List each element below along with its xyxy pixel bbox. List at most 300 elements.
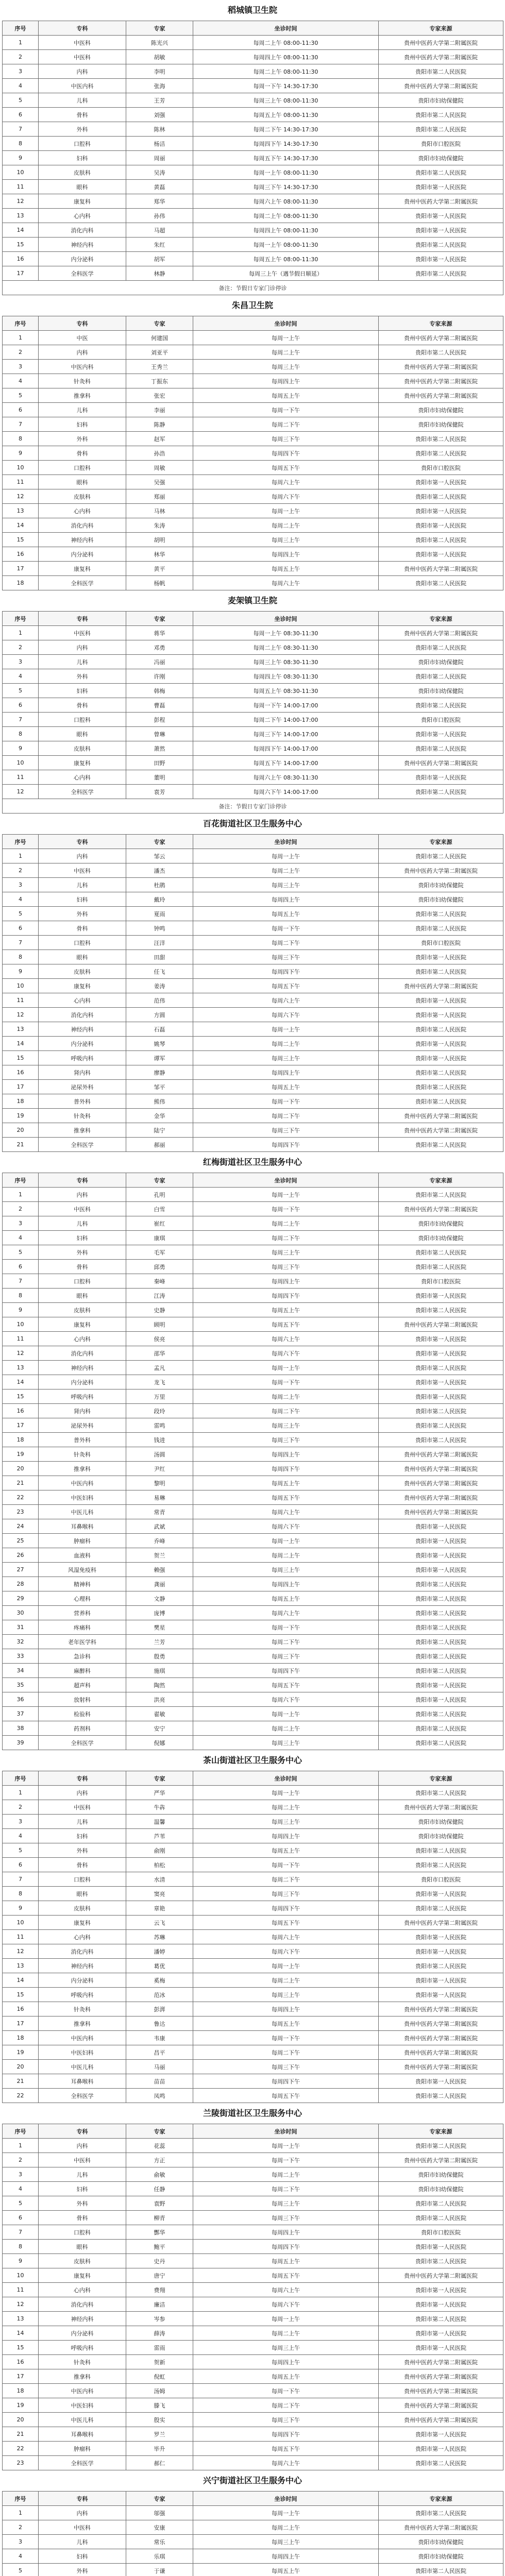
table-row [3, 1447, 503, 1462]
table-cell: 22 [3, 1490, 39, 1505]
table-cell: 每周五上午 08:30-11:30 [193, 684, 379, 698]
table-cell: 吴强 [126, 475, 193, 489]
table-cell: 毛军 [126, 1245, 193, 1260]
table-cell: 贵州中医药大学第二附属医院 [379, 79, 503, 93]
table-cell: 夏雨 [126, 907, 193, 921]
table-cell: 中医内科 [39, 79, 126, 93]
table-cell: 11 [3, 993, 39, 1008]
table-cell: 骨科 [39, 698, 126, 713]
table-row [3, 2283, 503, 2297]
column-header: 坐诊时间 [193, 1173, 379, 1188]
table-cell: 每周六下午 [193, 2297, 379, 2312]
table-cell: 蒋华 [126, 626, 193, 640]
table-cell: 3 [3, 1216, 39, 1231]
table-cell: 1 [3, 2139, 39, 2153]
header-row [3, 1771, 503, 1786]
table-cell: 贵州中医药大学第二附属医院 [379, 1109, 503, 1123]
table-cell: 口腔科 [39, 1872, 126, 1887]
table-row [3, 2153, 503, 2167]
table-row [3, 2196, 503, 2211]
table-cell: 35 [3, 1678, 39, 1692]
table-cell: 贵阳市妇幼保健院 [379, 892, 503, 907]
table-cell: 每周一上午 [193, 2506, 379, 2520]
table-cell: 每周一上午 [193, 1534, 379, 1548]
table-cell: 贵阳市第一人民医院 [379, 504, 503, 518]
table-cell: 朱涛 [126, 518, 193, 533]
table-cell: 每周一上午 [193, 1707, 379, 1721]
table-cell: 外科 [39, 2564, 126, 2576]
table-cell: 外科 [39, 122, 126, 137]
table-cell: 放射科 [39, 1692, 126, 1707]
table-cell: 贵阳市第二人民医院 [379, 2089, 503, 2103]
table-cell: 中医 [39, 331, 126, 345]
table-cell: 贵阳市第一人民医院 [379, 1519, 503, 1534]
table-cell: 每周五上午 [193, 388, 379, 403]
table-cell: 黄平 [126, 562, 193, 576]
table-cell: 贵阳市妇幼保健院 [379, 1829, 503, 1843]
table-cell: 每周二上午 08:00-11:30 [193, 64, 379, 79]
table-cell: 9 [3, 1303, 39, 1317]
table-cell: 贵州中医药大学第二附属医院 [379, 1490, 503, 1505]
table-cell: 每周二下午 [193, 417, 379, 432]
table-row [3, 713, 503, 727]
table-cell: 贵阳市口腔医院 [379, 2225, 503, 2240]
table-cell: 陈静 [126, 417, 193, 432]
table-cell: 贵阳市第二人民医院 [379, 533, 503, 547]
table-cell: 每周四上午 [193, 1065, 379, 1080]
table-cell: 范伟 [126, 993, 193, 1008]
table-cell: 推拿科 [39, 1462, 126, 1476]
table-cell: 中医科 [39, 2520, 126, 2535]
table-cell: 每周一下午 [193, 1620, 379, 1635]
table-cell: 8 [3, 1289, 39, 1303]
table-cell: 肾内科 [39, 1404, 126, 1418]
table-cell: 4 [3, 79, 39, 93]
table-cell: 骨科 [39, 1858, 126, 1872]
table-cell: 皮肤科 [39, 741, 126, 756]
table-cell: 10 [3, 756, 39, 770]
table-cell: 贵阳市第二人民医院 [379, 1418, 503, 1433]
table-cell: 内分泌科 [39, 252, 126, 266]
table-cell: 肾内科 [39, 1065, 126, 1080]
table-cell: 贵阳市第二人民医院 [379, 1404, 503, 1418]
table-row [3, 417, 503, 432]
table-row [3, 2074, 503, 2089]
table-cell: 5 [3, 388, 39, 403]
table-row [3, 1548, 503, 1563]
table-cell: 每周三上午 [193, 1563, 379, 1577]
column-header: 专家来源 [379, 1771, 503, 1786]
table-cell: 每周四下午 [193, 1462, 379, 1476]
table-cell: 贵阳市第二人民医院 [379, 907, 503, 921]
table-cell: 赖强 [126, 1563, 193, 1577]
table-row [3, 698, 503, 713]
table-cell: 马丽 [126, 2060, 193, 2074]
column-header: 序号 [3, 21, 39, 36]
table-cell: 每周三上午 [193, 2196, 379, 2211]
schedule-table [2, 2491, 503, 2576]
table-cell: 血液科 [39, 1548, 126, 1563]
table-cell: 贵阳市妇幼保健院 [379, 2167, 503, 2182]
table-cell: 唐宁 [126, 2268, 193, 2283]
table-cell: 贵阳市第一人民医院 [379, 180, 503, 194]
column-header: 专科 [39, 2492, 126, 2506]
table-cell: 每周三上午 [193, 1736, 379, 1750]
table-cell: 1 [3, 331, 39, 345]
table-cell: 针灸科 [39, 1109, 126, 1123]
table-cell: 贵州中医药大学第二附属医院 [379, 388, 503, 403]
table-cell: 贵州中医药大学第二附属医院 [379, 2045, 503, 2060]
table-cell: 贵州中医药大学第二附属医院 [379, 2413, 503, 2427]
table-cell: 云飞 [126, 1916, 193, 1930]
table-cell: 每周一下午 [193, 2153, 379, 2167]
table-cell: 贵阳市第二人民医院 [379, 640, 503, 655]
table-row [3, 2398, 503, 2413]
table-cell: 贵阳市第二人民医院 [379, 698, 503, 713]
table-row [3, 2535, 503, 2549]
table-cell: 12 [3, 1346, 39, 1361]
table-cell: 每周四上午 08:30-11:30 [193, 669, 379, 684]
table-cell: 贵阳市第二人民医院 [379, 345, 503, 360]
table-row [3, 863, 503, 878]
table-cell: 庞博 [126, 1606, 193, 1620]
table-cell: 消化内科 [39, 223, 126, 238]
table-row [3, 1418, 503, 1433]
table-cell: 贵阳市第一人民医院 [379, 1930, 503, 1944]
table-cell: 骨科 [39, 921, 126, 936]
table-cell: 贵阳市第一人民医院 [379, 1534, 503, 1548]
table-cell: 贵阳市第二人民医院 [379, 2254, 503, 2268]
table-cell: 雷雨 [126, 2341, 193, 2355]
table-cell: 贵阳市第二人民医院 [379, 1858, 503, 1872]
table-row [3, 1664, 503, 1678]
table-row [3, 137, 503, 151]
table-cell: 贵阳市第一人民医院 [379, 1375, 503, 1389]
table-cell: 贵阳市第一人民医院 [379, 1008, 503, 1022]
table-cell: 贵阳市第二人民医院 [379, 1022, 503, 1037]
table-cell: 耳鼻喉科 [39, 2427, 126, 2442]
table-cell: 贵阳市第一人民医院 [379, 1563, 503, 1577]
table-cell: 12 [3, 1008, 39, 1022]
table-cell: 李明 [126, 64, 193, 79]
table-cell: 马超 [126, 223, 193, 238]
table-cell: 贵州中医药大学第二附属医院 [379, 374, 503, 388]
table-cell: 内科 [39, 64, 126, 79]
table-row [3, 1721, 503, 1736]
column-header: 专家来源 [379, 2492, 503, 2506]
table-cell: 殷勇 [126, 1649, 193, 1664]
table-cell: 贺新 [126, 2355, 193, 2369]
table-cell: 29 [3, 1591, 39, 1606]
table-cell: 贵州中医药大学第二附属医院 [379, 562, 503, 576]
table-cell: 39 [3, 1736, 39, 1750]
table-cell: 8 [3, 1887, 39, 1901]
table-cell: 17 [3, 1080, 39, 1094]
table-cell: 32 [3, 1635, 39, 1649]
table-cell: 贵阳市妇幼保健院 [379, 878, 503, 892]
table-cell: 苗苗 [126, 2074, 193, 2089]
table-cell: 董明 [126, 770, 193, 785]
table-cell: 邓勇 [126, 640, 193, 655]
table-cell: 贵州中医药大学第二附属医院 [379, 194, 503, 209]
column-header: 序号 [3, 835, 39, 849]
table-cell: 3 [3, 64, 39, 79]
table-cell: 每周四上午 [193, 1274, 379, 1289]
table-cell: 妇科 [39, 1829, 126, 1843]
table-row [3, 252, 503, 266]
table-cell: 贵阳市口腔医院 [379, 1274, 503, 1289]
table-row [3, 1404, 503, 1418]
table-cell: 江涛 [126, 1289, 193, 1303]
table-cell: 每周一上午 [193, 331, 379, 345]
table-cell: 常乐 [126, 2535, 193, 2549]
table-row [3, 64, 503, 79]
table-row [3, 2341, 503, 2355]
table-cell: 妇科 [39, 1231, 126, 1245]
table-cell: 贵阳市第二人民医院 [379, 921, 503, 936]
table-cell: 谭军 [126, 1051, 193, 1065]
table-cell: 24 [3, 1519, 39, 1534]
table-row [3, 1094, 503, 1109]
table-cell: 贵阳市妇幼保健院 [379, 151, 503, 165]
table-cell: 贵阳市第二人民医院 [379, 1736, 503, 1750]
table-cell: 11 [3, 1930, 39, 1944]
table-cell: 10 [3, 1916, 39, 1930]
table-cell: 贵阳市第二人民医院 [379, 165, 503, 180]
table-cell: 鲁达 [126, 2016, 193, 2031]
table-row [3, 238, 503, 252]
table-cell: 韦康 [126, 2031, 193, 2045]
header-row [3, 2492, 503, 2506]
table-row [3, 1786, 503, 1800]
table-row [3, 576, 503, 590]
table-cell: 康复科 [39, 2268, 126, 2283]
table-cell: 3 [3, 878, 39, 892]
section-6 [0, 1750, 505, 2103]
table-cell: 每周三上午 [193, 2535, 379, 2549]
table-cell: 每周四下午 14:30-17:30 [193, 137, 379, 151]
table-cell: 贵阳市第一人民医院 [379, 1037, 503, 1051]
table-cell: 每周一下午 [193, 1858, 379, 1872]
table-cell: 周丽 [126, 151, 193, 165]
table-cell: 每周二下午 [193, 1872, 379, 1887]
table-cell: 方圆 [126, 1008, 193, 1022]
table-row [3, 1375, 503, 1389]
table-cell: 贵阳市第一人民医院 [379, 2341, 503, 2355]
table-cell: 每周六上午 [193, 475, 379, 489]
table-cell: 每周五下午 [193, 1317, 379, 1332]
table-cell: 19 [3, 2398, 39, 2413]
column-header: 专家来源 [379, 316, 503, 331]
table-cell: 每周二上午 [193, 1216, 379, 1231]
table-cell: 每周五上午 [193, 2016, 379, 2031]
table-cell: 贵州中医药大学第二附属医院 [379, 1462, 503, 1476]
column-header: 序号 [3, 2124, 39, 2139]
table-cell: 廉洁 [126, 2297, 193, 2312]
table-cell: 贵阳市第二人民医院 [379, 1065, 503, 1080]
table-cell: 老年医学科 [39, 1635, 126, 1649]
table-cell: 每周四下午 [193, 446, 379, 461]
section-8 [0, 2470, 505, 2576]
table-cell: 神经内科 [39, 1022, 126, 1037]
table-cell: 每周三下午 [193, 432, 379, 446]
table-cell: 妇科 [39, 892, 126, 907]
table-cell: 2 [3, 640, 39, 655]
table-cell: 每周五上午 [193, 907, 379, 921]
table-cell: 内科 [39, 1786, 126, 1800]
table-row [3, 1008, 503, 1022]
column-header: 专家来源 [379, 2124, 503, 2139]
table-cell: 邹云 [126, 849, 193, 863]
table-cell: 贵阳市第一人民医院 [379, 2442, 503, 2456]
table-row [3, 1080, 503, 1094]
table-cell: 推拿科 [39, 2016, 126, 2031]
table-row [3, 180, 503, 194]
table-cell: 贵州中医药大学第二附属医院 [379, 1317, 503, 1332]
table-cell: 每周一上午 [193, 1022, 379, 1037]
column-header: 专科 [39, 2124, 126, 2139]
schedule-table [2, 611, 503, 814]
table-cell: 段玲 [126, 1404, 193, 1418]
table-cell: 史丹 [126, 2254, 193, 2268]
table-cell: 贵阳市口腔医院 [379, 936, 503, 950]
table-row [3, 1534, 503, 1548]
table-cell: 每周六下午 [193, 1944, 379, 1959]
table-cell: 贵阳市第一人民医院 [379, 1346, 503, 1361]
table-cell: 23 [3, 2456, 39, 2470]
column-header: 专家来源 [379, 612, 503, 626]
table-cell: 每周二上午 [193, 1800, 379, 1815]
table-cell: 每周三上午 08:30-11:30 [193, 655, 379, 669]
table-cell: 每周二上午 [193, 2326, 379, 2341]
table-cell: 4 [3, 892, 39, 907]
table-cell: 每周三下午 [193, 950, 379, 964]
table-row [3, 655, 503, 669]
table-cell: 康复科 [39, 562, 126, 576]
table-cell: 贵阳市第二人民医院 [379, 1433, 503, 1447]
table-cell: 全科医学 [39, 266, 126, 281]
table-cell: 费翔 [126, 2283, 193, 2297]
table-cell: 汤圆 [126, 1447, 193, 1462]
table-cell: 14 [3, 2326, 39, 2341]
table-cell: 每周三下午 [193, 2060, 379, 2074]
table-cell: 11 [3, 475, 39, 489]
header-row [3, 612, 503, 626]
table-cell: 每周二上午 [193, 2520, 379, 2535]
table-cell: 贵阳市第二人民医院 [379, 1786, 503, 1800]
table-row [3, 1815, 503, 1829]
table-cell: 贵阳市妇幼保健院 [379, 2182, 503, 2196]
table-cell: 20 [3, 1123, 39, 1138]
table-cell: 崔红 [126, 1216, 193, 1231]
table-cell: 汤姆 [126, 2384, 193, 2398]
table-cell: 儿科 [39, 1216, 126, 1231]
table-cell: 赵军 [126, 432, 193, 446]
table-row [3, 2182, 503, 2196]
table-cell: 每周五上午 [193, 1591, 379, 1606]
table-cell: 10 [3, 165, 39, 180]
table-row [3, 388, 503, 403]
table-cell: 中医内科 [39, 1476, 126, 1490]
table-cell: 康复科 [39, 194, 126, 209]
table-row [3, 2564, 503, 2576]
table-cell: 贵阳市妇幼保健院 [379, 1231, 503, 1245]
table-cell: 每周三下午 14:00-17:00 [193, 727, 379, 741]
table-cell: 贵阳市第二人民医院 [379, 2564, 503, 2576]
table-cell: 贵阳市第二人民医院 [379, 849, 503, 863]
table-cell: 每周六上午 [193, 1332, 379, 1346]
table-cell: 9 [3, 151, 39, 165]
table-cell: 每周四下午 [193, 1664, 379, 1678]
table-cell: 内分泌科 [39, 1973, 126, 1988]
table-cell: 万里 [126, 1389, 193, 1404]
section-title: 兰陵街道社区卫生服务中心 [203, 2108, 302, 2118]
table-cell: 贵阳市第二人民医院 [379, 1959, 503, 1973]
table-cell: 精神科 [39, 1577, 126, 1591]
table-cell: 康复科 [39, 756, 126, 770]
table-cell: 内科 [39, 640, 126, 655]
table-cell: 邱勇 [126, 1260, 193, 1274]
table-cell: 10 [3, 979, 39, 993]
table-cell: 每周六上午 08:30-11:30 [193, 770, 379, 785]
table-cell: 贵阳市第二人民医院 [379, 2211, 503, 2225]
table-row [3, 2413, 503, 2427]
table-cell: 内科 [39, 849, 126, 863]
table-cell: 17 [3, 2369, 39, 2384]
table-row [3, 1858, 503, 1872]
table-cell: 贵阳市第一人民医院 [379, 1289, 503, 1303]
table-cell: 15 [3, 238, 39, 252]
table-cell: 内分泌科 [39, 2326, 126, 2341]
table-cell: 中医妇科 [39, 1490, 126, 1505]
table-cell: 内分泌科 [39, 547, 126, 562]
table-cell: 贵州中医药大学第二附属医院 [379, 756, 503, 770]
table-cell: 贵阳市妇幼保健院 [379, 403, 503, 417]
column-header: 序号 [3, 1173, 39, 1188]
table-cell: 每周四上午 [193, 2225, 379, 2240]
table-row [3, 1216, 503, 1231]
table-cell: 妇科 [39, 151, 126, 165]
table-cell: 10 [3, 461, 39, 475]
table-row [3, 374, 503, 388]
table-cell: 心内科 [39, 993, 126, 1008]
table-cell: 心理科 [39, 1591, 126, 1606]
table-cell: 许刚 [126, 669, 193, 684]
table-cell: 全科医学 [39, 1138, 126, 1152]
table-cell: 每周一上午 [193, 2139, 379, 2153]
table-cell: 心内科 [39, 770, 126, 785]
table-cell: 每周三下午 [193, 1887, 379, 1901]
table-cell: 陶然 [126, 1678, 193, 1692]
section-4 [0, 814, 505, 1152]
table-cell: 每周五上午 [193, 562, 379, 576]
table-row [3, 1231, 503, 1245]
table-row [3, 108, 503, 122]
table-cell: 每周三上午 [193, 533, 379, 547]
table-row [3, 2506, 503, 2520]
table-row [3, 2355, 503, 2369]
table-cell: 儿科 [39, 878, 126, 892]
table-cell: 安宁 [126, 1721, 193, 1736]
table-cell: 耳鼻喉科 [39, 1519, 126, 1534]
table-cell: 周敏 [126, 461, 193, 475]
table-cell: 全科医学 [39, 2456, 126, 2470]
table-cell: 23 [3, 1505, 39, 1519]
table-cell: 儿科 [39, 1815, 126, 1829]
table-cell: 每周二上午 [193, 1973, 379, 1988]
table-cell: 每周五上午 [193, 2564, 379, 2576]
table-cell: 贵阳市第一人民医院 [379, 2427, 503, 2442]
